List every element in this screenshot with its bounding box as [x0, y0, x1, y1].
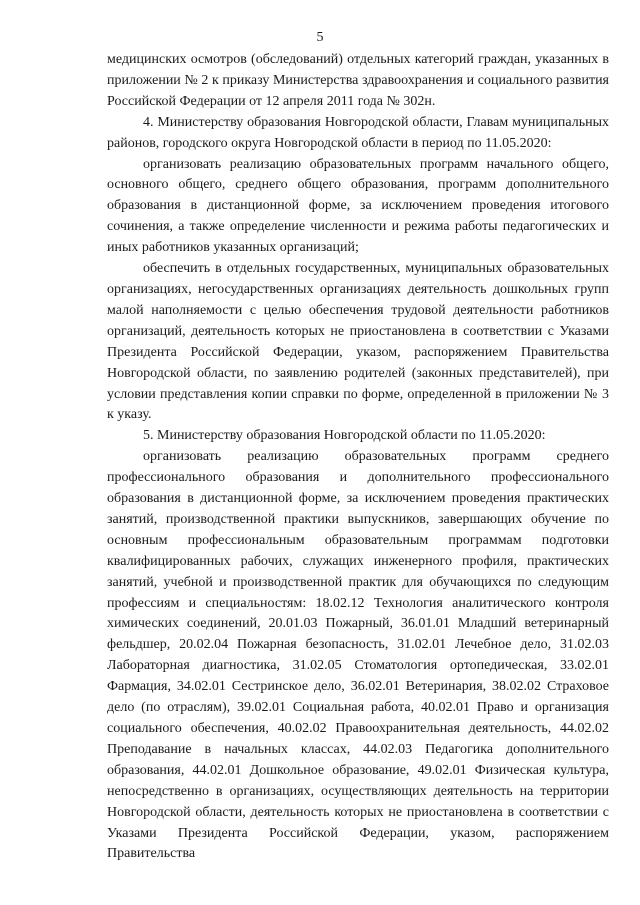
paragraph-item-5: 5. Министерству образования Новгородской области по 11.05.2020: [143, 428, 546, 444]
paragraph-general-education: организовать реализацию образовательных программ начального общего, основного общего, среднего общего образования, программ дополнительного образования в дистанционной форме, за исключением проведения итогового сочинения, а также определение численности и режима работы педагогических и иных работников указанных организаций; [107, 156, 609, 256]
document-body [107, 50, 609, 865]
page-number: 5 [316, 30, 324, 45]
paragraph-item-4: 4. Министерству образования Новгородской области, Главам муниципальных районов, городского округа Новгородской области в период по 11.05.2020: [107, 114, 609, 151]
paragraph-professional-education: организовать реализацию образовательных программ среднего профессионального образования и дополнительного профессионального образования в дистанционной форме, за исключением проведения практических занятий, производственной практики выпускников, завершающих обучение по основным профессиональным образовательным программам подготовки квалифицированных рабочих, служащих инженерного профиля, практических занятий, учебной и производственной практик для обучающихся по следующим профессиям и специальностям: 18.02.12 Технология аналитического контроля химических соединений, 20.01.03 Пожарный, 36.01.01 Младший ветеринарный фельдшер, 20.02.04 Пожарная безопасность, 31.02.01 Лечебное дело, 31.02.03 Лабораторная диагностика, 31.02.05 Стоматология ортопедическая, 33.02.01 Фармация, 34.02.01 Сестринское дело, 36.02.01 Ветеринария, 38.02.02 Страховое дело (по отраслям), 39.02.01 Социальная работа, 40.02.01 Право и организация социального обеспечения, 40.02.02 Правоохранительная деятельность, 44.02.02 Преподавание в начальных классах, 44.02.03 Педагогика дополнительного образования, 44.02.01 Дошкольное образование, 49.02.01 Физическая культура, непосредственно в организациях, осуществляющих деятельность на территории Новгородской области, деятельность которых не приостановлена в соответствии с Указами Президента Российской Федерации, указом, распоряжением Правительства [107, 449, 609, 862]
paragraph-medical-exams: медицинских осмотров (обследований) отдельных категорий граждан, указанных в приложении № 2 к приказу Министерства здравоохранения и социального развития Российской Федерации от 12 апреля 2011 года № 302н. [107, 52, 609, 109]
paragraph-preschool-groups: обеспечить в отдельных государственных, муниципальных образовательных организациях, негосударственных организациях деятельность дошкольных групп малой наполняемости с целью обеспечения трудовой деятельности работников организаций, деятельность которых не приостановлена в соответствии с Указами Президента Российской Федерации, указом, распоряжением Правительства Новгородской области, по заявлению родителей (законных представителей), при условии представления копии справки по форме, определенной в приложении № 3 к указу. [107, 261, 609, 423]
